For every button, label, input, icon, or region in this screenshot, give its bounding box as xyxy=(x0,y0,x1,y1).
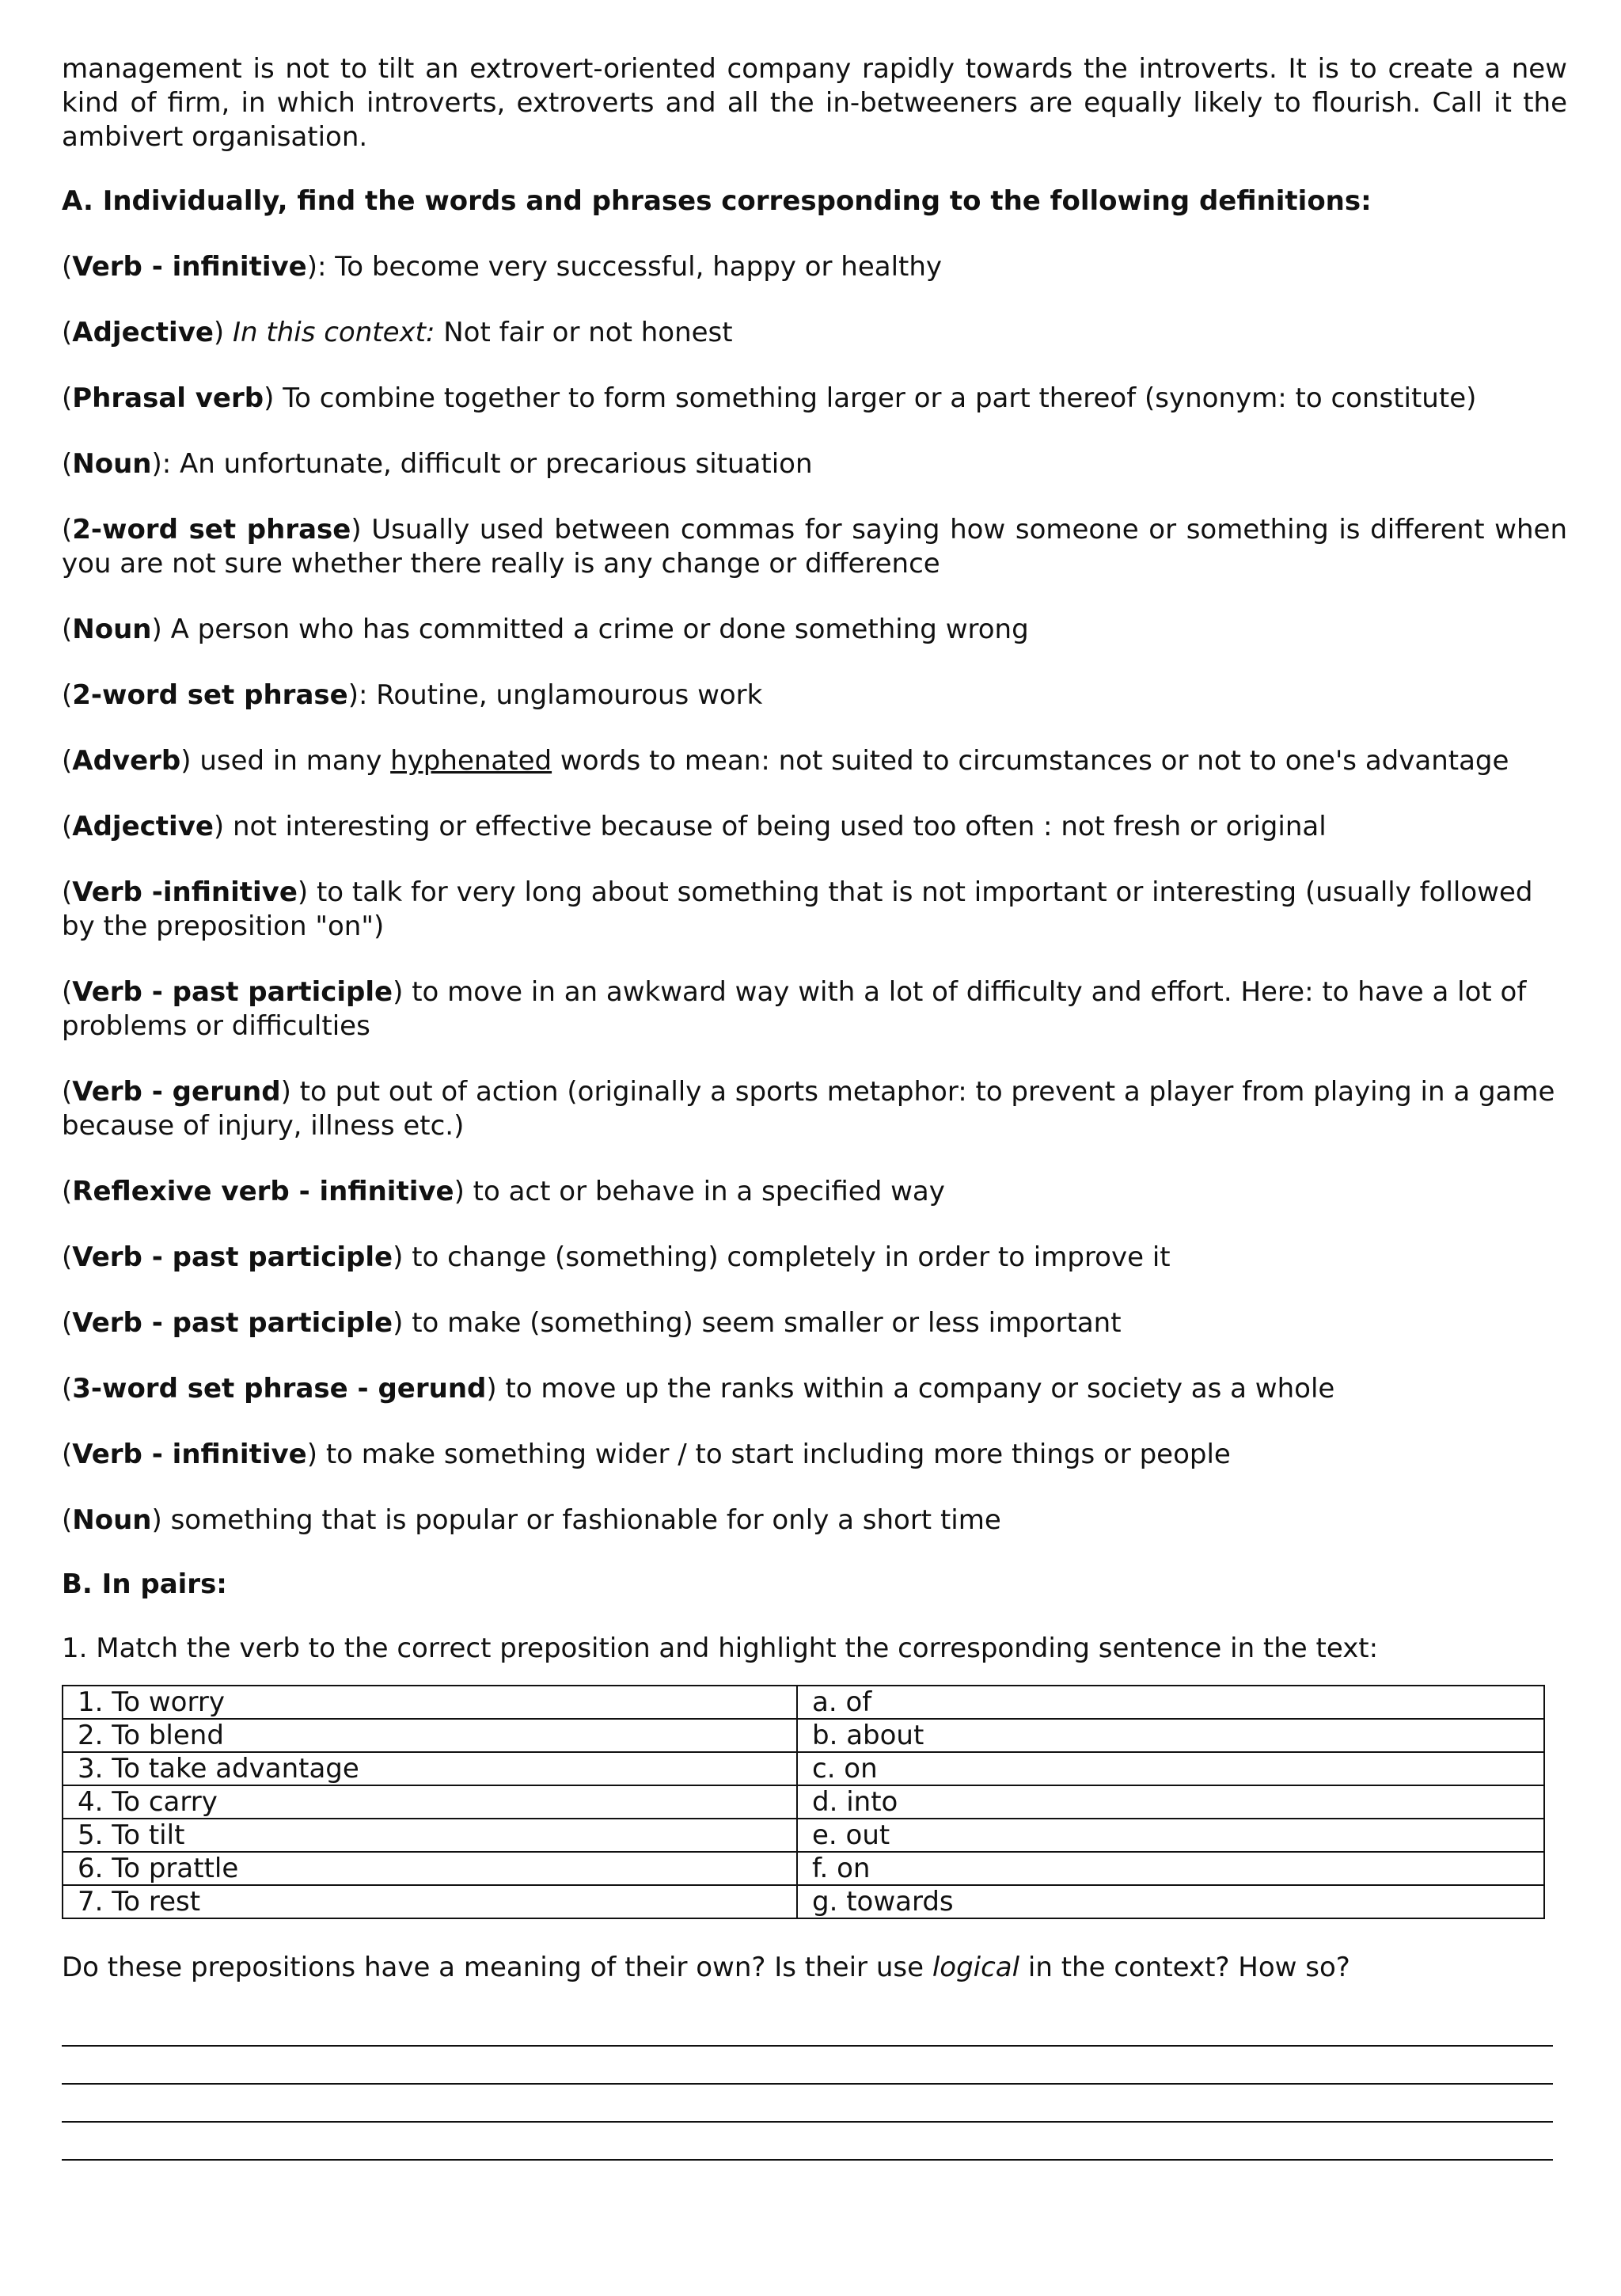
definition-text: An unfortunate, difficult or precarious situation xyxy=(171,448,813,480)
definition-text: to move in an awkward way with a lot of difficulty and effort. Here: to have a lot of problems or difficulties xyxy=(62,976,1527,1042)
preposition-cell: c. on xyxy=(797,1752,1544,1785)
definition-12: (Verb - gerund) to put out of action (originally a sports metaphor: to prevent a player from playing in a game because of injury, illness etc.) xyxy=(62,1076,1555,1142)
definition-text: to make (something) seem smaller or less important xyxy=(412,1307,1122,1339)
definition-tag: Verb - gerund xyxy=(72,1076,281,1108)
preposition-cell: f. on xyxy=(797,1852,1544,1885)
section-a-heading: A. Individually, find the words and phrases corresponding to the following definitions: xyxy=(62,185,1372,217)
definition-tag: Adverb xyxy=(72,745,181,777)
answer-line[interactable] xyxy=(62,2085,1553,2123)
matching-instruction: 1. Match the verb to the correct preposition and highlight the corresponding sentence in the text: xyxy=(62,1633,1379,1664)
verb-cell: 3. To take advantage xyxy=(63,1752,797,1785)
verb-cell: 1. To worry xyxy=(63,1686,797,1719)
intro-paragraph: management is not to tilt an extrovert-oriented company rapidly towards the introverts. It is to create a new kind of firm, in which introverts, extroverts and all the in-betweeners are equally likely to flourish. Call it the ambivert organisation. xyxy=(62,53,1567,153)
definition-9: (Adjective) not interesting or effective because of being used too often : not fresh or original xyxy=(62,811,1327,842)
verb-cell: 5. To tilt xyxy=(63,1819,797,1852)
preposition-cell: e. out xyxy=(797,1819,1544,1852)
definitions-list xyxy=(62,250,1567,1538)
definition-text: Usually used between commas for saying how someone or something is different when you are not sure whether there really is any change or difference xyxy=(62,514,1567,580)
table-row xyxy=(63,1819,1544,1852)
verb-cell: 7. To rest xyxy=(63,1885,797,1918)
verb-cell: 2. To blend xyxy=(63,1719,797,1752)
answer-line[interactable] xyxy=(62,2047,1553,2085)
definition-context: In this context: xyxy=(233,317,435,348)
definition-text: something that is popular or fashionable for only a short time xyxy=(170,1504,1001,1536)
table-row xyxy=(63,1885,1544,1918)
definition-tag: 3-word set phrase - gerund xyxy=(72,1373,487,1405)
definition-1: (Verb - infinitive): To become very successful, happy or healthy xyxy=(62,251,943,283)
verb-cell: 4. To carry xyxy=(63,1785,797,1819)
definition-text: words to mean: not suited to circumstances or not to one's advantage xyxy=(552,745,1509,777)
definition-text: To combine together to form something larger or a part thereof (synonym: to constitute) xyxy=(283,382,1477,414)
definition-tag: Reflexive verb - infinitive xyxy=(72,1176,454,1207)
definition-10: (Verb -infinitive) to talk for very long about something that is not important or interesting (usually followed by the preposition "on") xyxy=(62,876,1533,942)
underlined-word: hyphenated xyxy=(390,745,552,777)
definition-text: Routine, unglamourous work xyxy=(367,679,763,711)
definition-tag: 2-word set phrase xyxy=(72,514,351,545)
definition-tag: Noun xyxy=(72,448,152,480)
definition-2: (Adjective) In this context: Not fair or not honest xyxy=(62,317,733,348)
verb-cell: 6. To prattle xyxy=(63,1852,797,1885)
definition-8: (Adverb) used in many hyphenated words to mean: not suited to circumstances or not to one's advantage xyxy=(62,745,1509,777)
matching-table xyxy=(62,1685,1545,1919)
definition-text: to make something wider / to start including more things or people xyxy=(325,1439,1231,1470)
definition-text: to change (something) completely in order to improve it xyxy=(412,1241,1171,1273)
preposition-cell: d. into xyxy=(797,1785,1544,1819)
definition-tag: Adjective xyxy=(72,811,214,842)
definition-tag: Verb - infinitive xyxy=(72,1439,307,1470)
discussion-question: Do these prepositions have a meaning of their own? Is their use logical in the context? How so? xyxy=(62,1952,1350,1983)
definition-tag: Phrasal verb xyxy=(72,382,264,414)
definition-7: (2-word set phrase): Routine, unglamourous work xyxy=(62,679,763,711)
definition-3: (Phrasal verb) To combine together to form something larger or a part thereof (synonym: to constitute) xyxy=(62,382,1477,414)
table-row xyxy=(63,1785,1544,1819)
table-row xyxy=(63,1719,1544,1752)
definition-18: (Noun) something that is popular or fashionable for only a short time xyxy=(62,1504,1001,1536)
definition-tag: Adjective xyxy=(72,317,214,348)
definition-tag: Verb - past participle xyxy=(72,1241,393,1273)
table-row xyxy=(63,1686,1544,1719)
definition-text: Not fair or not honest xyxy=(435,317,733,348)
worksheet-page xyxy=(62,52,1567,2161)
definition-15: (Verb - past participle) to make (something) seem smaller or less important xyxy=(62,1307,1122,1339)
definition-text: to move up the ranks within a company or society as a whole xyxy=(505,1373,1335,1405)
answer-line[interactable] xyxy=(62,2009,1553,2047)
definition-tag: Noun xyxy=(72,1504,152,1536)
table-row xyxy=(63,1852,1544,1885)
definition-11: (Verb - past participle) to move in an awkward way with a lot of difficulty and effort. Here: to have a lot of problems or difficulties xyxy=(62,976,1527,1042)
definition-tag: Verb - past participle xyxy=(72,976,393,1008)
definition-14: (Verb - past participle) to change (something) completely in order to improve it xyxy=(62,1241,1171,1273)
definition-4: (Noun): An unfortunate, difficult or precarious situation xyxy=(62,448,813,480)
definition-tag: 2-word set phrase xyxy=(72,679,348,711)
definition-text: to act or behave in a specified way xyxy=(473,1176,945,1207)
definition-17: (Verb - infinitive) to make something wider / to start including more things or people xyxy=(62,1439,1231,1470)
definition-13: (Reflexive verb - infinitive) to act or behave in a specified way xyxy=(62,1176,945,1207)
definition-text: not interesting or effective because of being used too often : not fresh or original xyxy=(233,811,1327,842)
definition-text: to put out of action (originally a sports metaphor: to prevent a player from playing in a game because of injury, illness etc.) xyxy=(62,1076,1555,1142)
definition-tag: Noun xyxy=(72,614,152,645)
definition-text: to talk for very long about something that is not important or interesting (usually followed by the preposition "on") xyxy=(62,876,1533,942)
preposition-cell: g. towards xyxy=(797,1885,1544,1918)
section-b-heading: B. In pairs: xyxy=(62,1568,227,1600)
preposition-cell: b. about xyxy=(797,1719,1544,1752)
definition-text: A person who has committed a crime or done something wrong xyxy=(170,614,1029,645)
answer-lines xyxy=(62,2009,1567,2161)
preposition-cell: a. of xyxy=(797,1686,1544,1719)
definition-6: (Noun) A person who has committed a crime or done something wrong xyxy=(62,614,1029,645)
definition-tag: Verb - infinitive xyxy=(72,251,307,283)
definition-tag: Verb -infinitive xyxy=(72,876,298,908)
definition-text: To become very successful, happy or healthy xyxy=(326,251,943,283)
answer-line[interactable] xyxy=(62,2123,1553,2161)
definition-5: (2-word set phrase) Usually used between commas for saying how someone or something is different when you are not sure whether there really is any change or difference xyxy=(62,514,1567,580)
table-row xyxy=(63,1752,1544,1785)
question-italic-word: logical xyxy=(932,1952,1020,1983)
definition-16: (3-word set phrase - gerund) to move up the ranks within a company or society as a whole xyxy=(62,1373,1335,1405)
definition-tag: Verb - past participle xyxy=(72,1307,393,1339)
